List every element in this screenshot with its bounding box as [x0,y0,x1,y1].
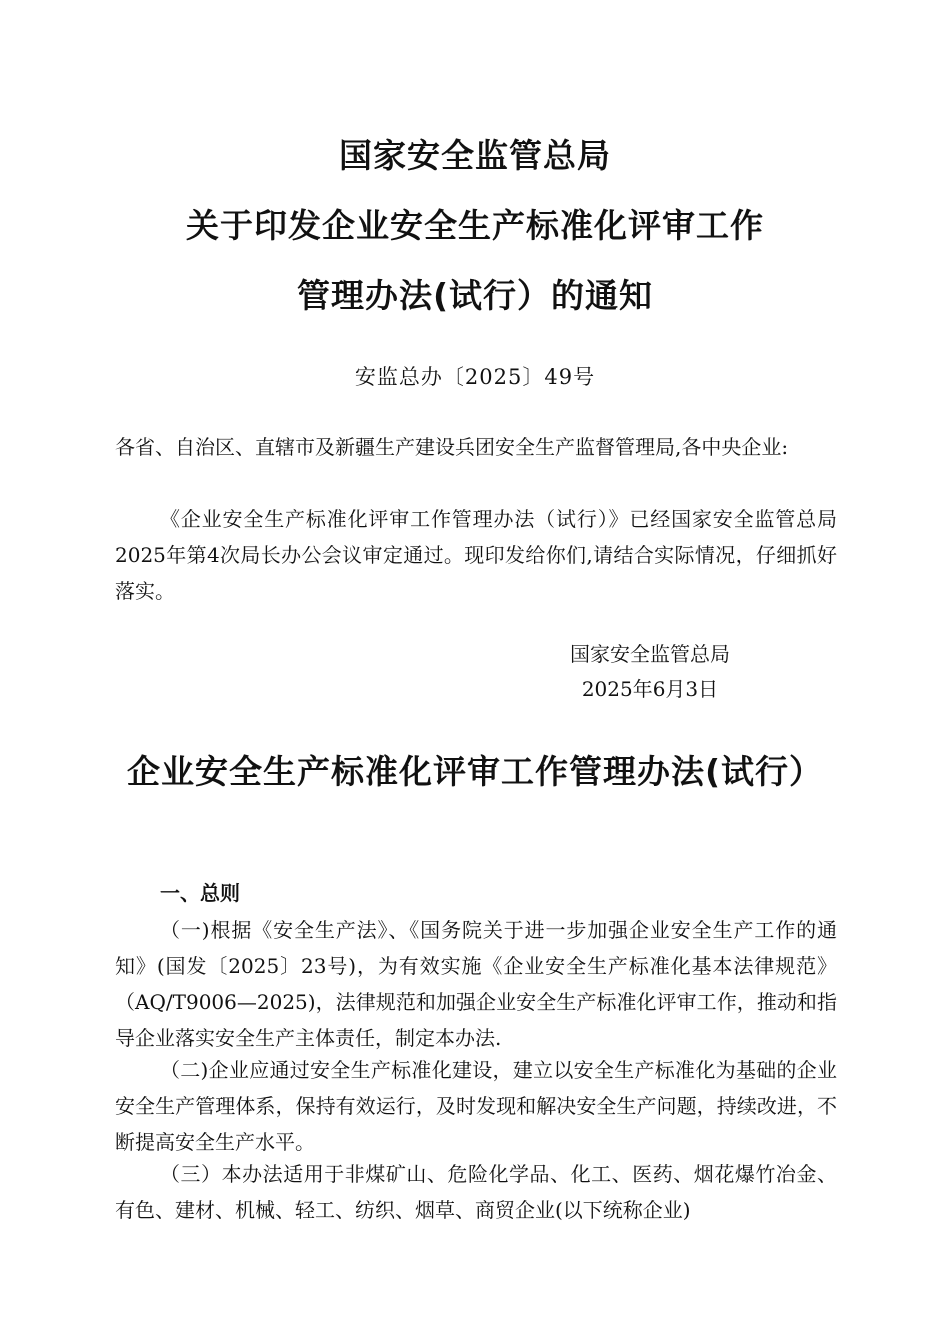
signature-date: 2025年6月3日 [581,677,719,701]
signature-organization: 国家安全监管总局 [570,642,730,666]
clause-2: （二)企业应通过安全生产标准化建设，建立以安全生产标准化为基础的企业安全生产管理体系，保持有效运行，及时发现和解决安全生产问题，持续改进，不断提高安全生产水平。 [115,1058,837,1154]
section-heading-general: 一、总则 [160,881,240,905]
addressee: 各省、自治区、直辖市及新疆生产建设兵团安全生产监督管理局,各中央企业: [115,435,789,459]
notice-title-line-2: 关于印发企业安全生产标准化评审工作 [186,206,764,245]
notice-title-line-1: 国家安全监管总局 [339,136,611,175]
clause-1: （一)根据《安全生产法》、《国务院关于进一步加强企业安全生产工作的通知》(国发〔2025〕23号)，为有效实施《企业安全生产标准化基本法律规范》（AQ/T9006—2025)，法律规范和加强企业安全生产标准化评审工作，推动和指导企业落实安全生产主体责任，制定本办法. [115,918,837,1050]
notice-title-line-3: 管理办法(试行）的通知 [296,276,654,315]
clause-3: （三）本办法适用于非煤矿山、危险化学品、化工、医药、烟花爆竹冶金、有色、建材、机械、轻工、纺织、烟草、商贸企业(以下统称企业) [115,1162,837,1222]
document-number: 安监总办〔2025〕49号 [354,365,596,389]
measures-title: 企业安全生产标准化评审工作管理办法(试行） [126,752,824,791]
notice-body: 《企业安全生产标准化评审工作管理办法（试行）》已经国家安全监管总局2025年第4次局长办公会议审定通过。现印发给你们,请结合实际情况，仔细抓好落实。 [115,507,837,603]
